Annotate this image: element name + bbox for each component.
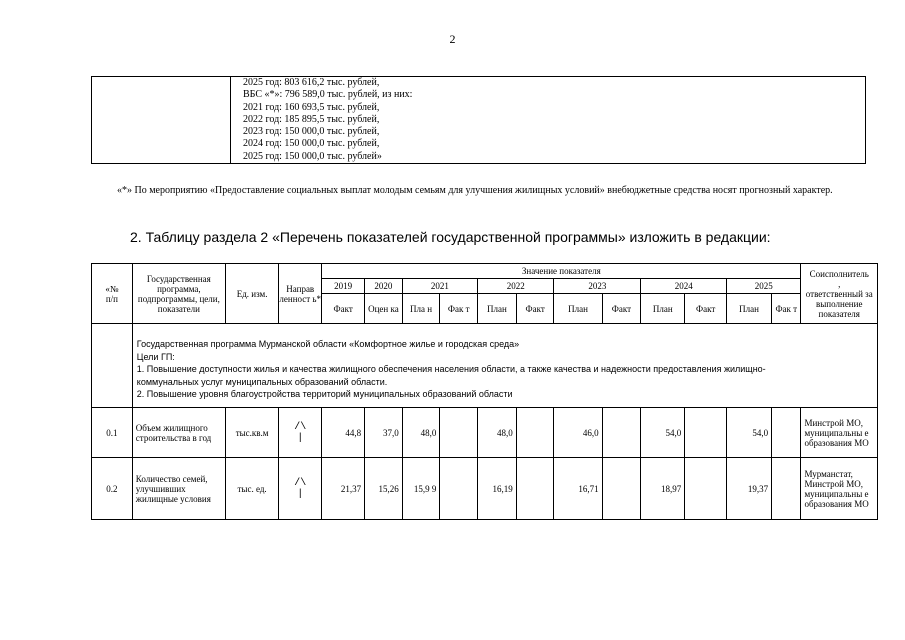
row-value <box>516 408 554 458</box>
sub-header: План <box>641 294 685 324</box>
sub-header: Пла н <box>402 294 440 324</box>
num-header-bottom: п/п <box>105 293 118 304</box>
num-header-top: «№ <box>105 283 119 294</box>
finance-line: ВБС «*»: 796 589,0 тыс. рублей, из них: <box>243 89 413 101</box>
sub-header: Факт <box>685 294 727 324</box>
sub-header: Факт <box>516 294 554 324</box>
row-name: Объем жилищного строительства в год <box>132 408 225 458</box>
row-value: 18,97 <box>641 458 685 520</box>
sub-header: Факт <box>602 294 641 324</box>
sub-header: План <box>727 294 772 324</box>
row-num: 0.1 <box>92 408 133 458</box>
row-value: 19,37 <box>727 458 772 520</box>
row-name: Количество семей, улучшивших жилищные условия <box>132 458 225 520</box>
direction-up-icon: /\ | <box>279 408 322 458</box>
table-row <box>92 408 878 458</box>
row-value: 44,8 <box>322 408 365 458</box>
row-value: 46,0 <box>554 408 602 458</box>
row-unit: тыс. ед. <box>225 458 278 520</box>
row-value: 21,37 <box>322 458 365 520</box>
row-value: 16,19 <box>478 458 517 520</box>
finance-line: 2022 год: 185 895,5 тыс. рублей, <box>243 113 380 125</box>
row-unit: тыс.кв.м <box>225 408 278 458</box>
executor-header-top: Соисполнитель <box>809 268 869 279</box>
row-value: 54,0 <box>727 408 772 458</box>
sub-header: Фак т <box>440 294 478 324</box>
row-value <box>602 458 641 520</box>
program-block-line: Цели ГП: <box>136 351 175 362</box>
row-value <box>440 408 478 458</box>
row-executor: Минстрой МО, муниципальны е образования МО <box>801 408 878 458</box>
col-program-header: Государственная программа, подпрограммы, цели, показатели <box>132 264 225 324</box>
executor-header-bottom: ответственный за выполнение показателя <box>805 288 873 319</box>
sub-header: Оцен ка <box>365 294 403 324</box>
values-header: Значение показателя <box>322 264 801 279</box>
row-value <box>772 458 801 520</box>
sub-header: Фак т <box>772 294 801 324</box>
program-block-line: 2. Повышение уровня благоустройства территорий муниципальных образований области <box>136 389 513 399</box>
year-2022: 2022 <box>478 279 554 294</box>
year-2023: 2023 <box>554 279 641 294</box>
finance-line: 2025 год: 803 616,2 тыс. рублей, <box>243 77 380 88</box>
col-executor-header <box>801 264 878 324</box>
finance-line: 2024 год: 150 000,0 тыс. рублей, <box>243 138 380 150</box>
sub-header: План <box>478 294 517 324</box>
finance-table <box>91 76 866 164</box>
row-num: 0.2 <box>92 458 133 520</box>
row-executor: Мурманстат, Минстрой МО, муниципальны е образования МО <box>801 458 878 520</box>
year-2020: 2020 <box>365 279 403 294</box>
year-2019: 2019 <box>322 279 365 294</box>
row-value: 37,0 <box>365 408 403 458</box>
row-value <box>516 458 554 520</box>
year-2021: 2021 <box>402 279 477 294</box>
year-2025: 2025 <box>727 279 801 294</box>
col-num-header <box>92 264 133 324</box>
row-value <box>685 458 727 520</box>
row-value: 15,9 9 <box>402 458 440 520</box>
indicators-table <box>91 263 878 520</box>
executor-header-dot: , <box>838 278 841 289</box>
direction-up-icon: /\ | <box>279 458 322 520</box>
sub-header: План <box>554 294 602 324</box>
page-number: 2 <box>449 32 456 46</box>
year-2024: 2024 <box>641 279 727 294</box>
row-value: 54,0 <box>641 408 685 458</box>
col-direction-header: Направ ленност ь* <box>279 264 322 324</box>
finance-line: 2021 год: 160 693,5 тыс. рублей, <box>243 101 380 113</box>
footnote: «*» По мероприятию «Предоставление социальных выплат молодым семьям для улучшения жилищных условий» внебюджетные средства носят прогнозный характер. <box>117 185 833 196</box>
row-value <box>685 408 727 458</box>
sub-header: Факт <box>322 294 365 324</box>
program-block-num-cell <box>92 324 133 408</box>
finance-line: 2023 год: 150 000,0 тыс. рублей, <box>243 126 380 138</box>
row-value <box>440 458 478 520</box>
section-heading: 2. Таблицу раздела 2 «Перечень показателей государственной программы» изложить в редакции: <box>130 229 771 245</box>
row-value: 48,0 <box>402 408 440 458</box>
program-block-line: Государственная программа Мурманской области «Комфортное жилье и городская среда» <box>136 339 520 349</box>
finance-label-cell <box>92 77 231 164</box>
program-block-line: коммунальных услуг муниципальных образований области. <box>136 376 388 387</box>
finance-values-cell <box>231 77 866 164</box>
finance-line: 2025 год: 150 000,0 тыс. рублей» <box>243 150 382 162</box>
row-value: 16,71 <box>554 458 602 520</box>
row-value: 48,0 <box>478 408 517 458</box>
row-value <box>772 408 801 458</box>
row-value: 15,26 <box>365 458 403 520</box>
table-row <box>92 458 878 520</box>
row-value <box>602 408 641 458</box>
col-unit-header: Ед. изм. <box>225 264 278 324</box>
program-block-line: 1. Повышение доступности жилья и качества жилищного обеспечения населения области, а также качества и надежности предоставления жилищно- <box>136 364 766 374</box>
program-block <box>132 324 877 408</box>
